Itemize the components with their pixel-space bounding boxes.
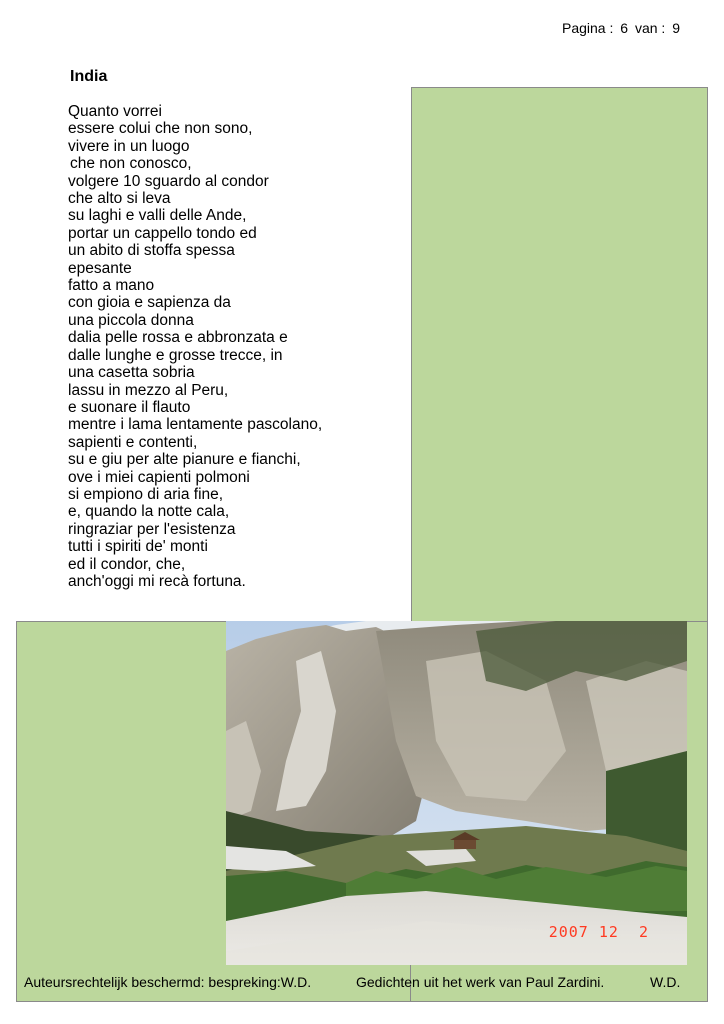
poem-line: sapienti e contenti, <box>68 433 198 451</box>
poem-line: dalle lunghe e grosse trecce, in <box>68 346 283 364</box>
poem-line: tutti i spiriti de' monti <box>68 538 208 556</box>
poem-line: portar un cappello tondo ed <box>68 224 257 242</box>
poem-line: che non conosco, <box>70 155 192 173</box>
poem-line: ed il condor, che, <box>68 555 186 573</box>
poem-line: una casetta sobria <box>68 364 195 382</box>
poem-line: lassu in mezzo al Peru, <box>68 381 229 399</box>
poem-line: dalia pelle rossa e abbronzata e <box>68 329 288 347</box>
poem-line: fatto a mano <box>68 277 155 295</box>
of-label: van : <box>634 20 666 36</box>
poem-line: su laghi e valli delle Ande, <box>68 207 247 225</box>
poem-line: una piccola donna <box>68 311 194 329</box>
poem-title: India <box>70 68 108 85</box>
green-panel-right <box>411 87 708 621</box>
mountain-landscape-image <box>226 621 687 965</box>
footer-copyright: Auteursrechtelijk beschermd: bespreking:W.D. <box>24 974 312 990</box>
page-total: 9 <box>672 20 680 36</box>
poem-line: si empiono di aria fine, <box>68 485 224 503</box>
poem-line: vivere in un luogo <box>68 137 190 155</box>
poem-line: ove i miei capienti polmoni <box>68 468 250 486</box>
poem-line: anch'oggi mi recà fortuna. <box>68 572 246 590</box>
poem-line: con gioia e sapienza da <box>68 294 231 312</box>
poem-line: e, quando la notte cala, <box>68 503 230 521</box>
poem-line: essere colui che non sono, <box>68 120 253 138</box>
poem-line: ringraziar per l'esistenza <box>68 520 236 538</box>
poem-line: epesante <box>68 259 132 277</box>
poem-line: Quanto vorrei <box>68 103 162 120</box>
page-label: Pagina : <box>562 20 614 36</box>
poem-line: un abito di stoffa spessa <box>68 242 235 260</box>
poem-line: su e giu per alte pianure e fianchi, <box>68 451 301 469</box>
mountain-valley-photo <box>226 621 687 965</box>
poem-text <box>68 103 408 590</box>
poem-line: e suonare il flauto <box>68 398 191 416</box>
photo-date-stamp: 2007 12 2 <box>548 923 649 941</box>
page-number <box>559 20 680 36</box>
page-current: 6 <box>620 20 629 36</box>
poem-line: volgere 10 sguardo al condor <box>68 172 269 190</box>
footer-initials: W.D. <box>650 974 681 990</box>
poem-line: che alto si leva <box>68 190 171 208</box>
footer-source: Gedichten uit het werk van Paul Zardini. <box>356 974 605 990</box>
poem-line: mentre i lama lentamente pascolano, <box>68 416 323 434</box>
